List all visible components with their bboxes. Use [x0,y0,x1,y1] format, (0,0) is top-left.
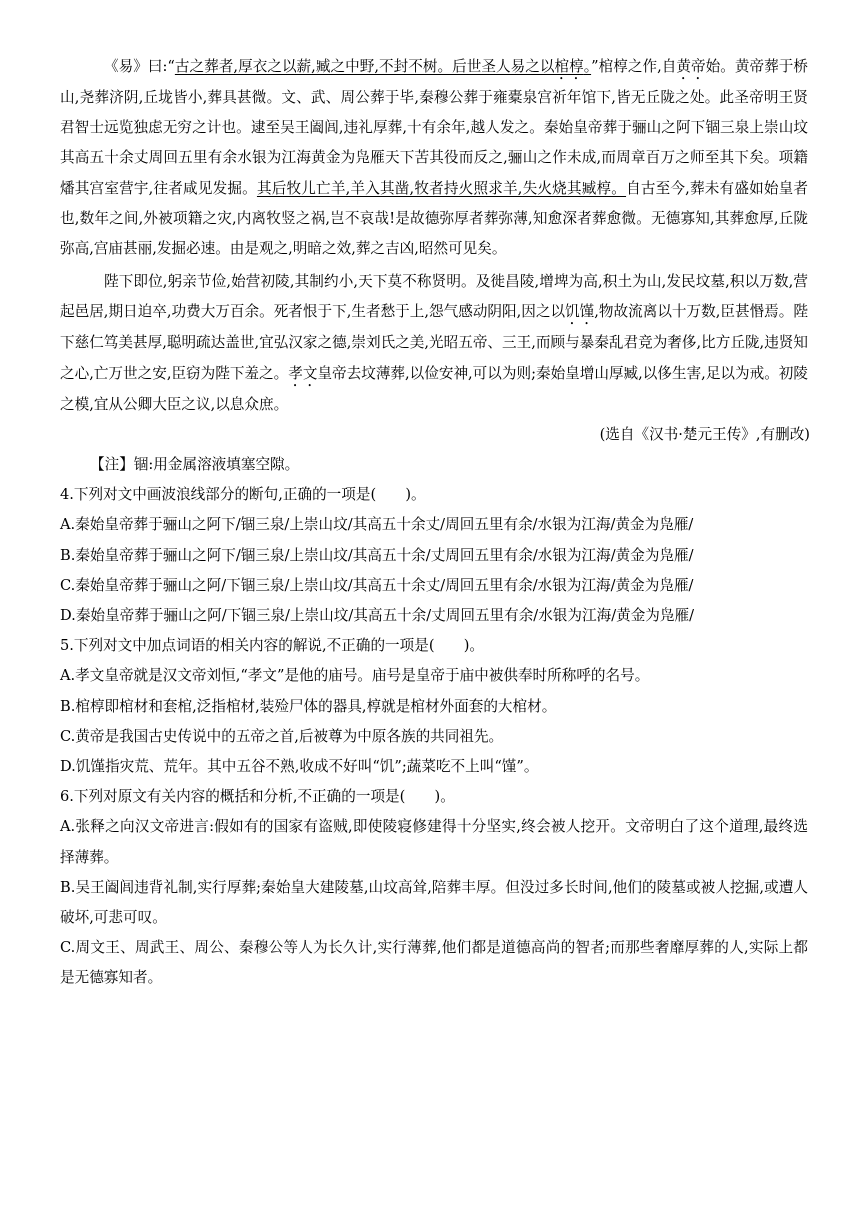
underlined-sentence-end: 。 [583,58,592,75]
option-a[interactable]: A.秦始皇帝葬于骊山之阿下/锢三泉/上崇山坟/其高五十余丈/周回五里有余/水银为江海/黄金为凫雁/ [60,516,694,534]
option-b[interactable]: B.吴王阖闾违背礼制,实行厚葬;秦始皇大建陵墓,山坟高耸,陪葬丰厚。但没过多长时间,他们的陵墓或被人挖掘,或遭人破坏,可悲可叹。 [60,878,808,927]
passage-text: ,物故流离以十万数,臣甚惽焉。陛下慈仁笃美甚厚,聪明疏达盖世,宜弘汉家之德,崇刘氏之美,光昭五帝、三王,而顾与暴秦乱君竞为奢侈,比方丘陇,违贤知之心,亡万世之安,臣窃为陛下羞之。 [60,303,808,382]
footnote: 【注】锢:用金属溶液填塞空隙。 [90,456,300,474]
option-b[interactable]: B.棺椁即棺材和套棺,泛指棺材,装殓尸体的器具,椁就是棺材外面套的大棺材。 [60,697,557,715]
dotted-term-huangdi: 黄帝 [676,58,706,75]
question-stem: 4.下列对文中画波浪线部分的断句,正确的一项是( )。 [60,486,426,504]
underlined-sentence: 古之葬者,厚衣之以薪,臧之中野,不封不树。后世圣人易之以 [174,58,555,75]
passage-text: 皇帝去坟薄葬,以俭安神,可以为则;秦始皇增山厚臧,以侈生害,足以为戒。初陵之模,宜从公卿大臣之议,以息众庶。 [60,364,808,413]
option-a[interactable]: A.孝文皇帝就是汉文帝刘恒,“孝文”是他的庙号。庙号是皇帝于庙中被供奉时所称呼的名号。 [60,667,650,685]
dotted-term-xiaowen: 孝文 [288,364,318,382]
option-d[interactable]: D.饥馑指灾荒、荒年。其中五谷不熟,收成不好叫“饥”;蔬菜吃不上叫“馑”。 [60,758,539,776]
question-6 [0,782,860,993]
question-stem: 5.下列对文中加点词语的相关内容的解说,不正确的一项是( )。 [60,637,484,655]
passage-paragraph-1 [0,52,860,264]
passage-text: 陛下即位,躬亲节俭,始营初陵,其制约小,天下莫不称贤明。及徙昌陵,增埤为高,积土为山,发民坟墓,积以万数,营起邑居,期日迫卒,功费大万百余。死者恨于下,生者愁于上,怨气感动阴阳,因之以 [60,273,808,321]
option-c[interactable]: C.周文王、周武王、周公、秦穆公等人为长久计,实行薄葬,他们都是道德高尚的智者;而那些奢靡厚葬的人,实际上都是无德寡知者。 [60,939,808,987]
document-page [0,52,860,994]
passage-text: 《易》曰:“ [104,58,175,75]
option-b[interactable]: B.秦始皇帝葬于骊山之阿下/锢三泉/上崇山坟/其高五十余/丈周回五里有余/水银为江海/黄金为凫雁/ [60,546,694,564]
question-5 [0,631,860,782]
passage-paragraph-2 [0,267,860,420]
underlined-sentence-2: 其后牧儿亡羊,羊入其凿,牧者持火照求羊,失火烧其臧椁。 [256,179,627,197]
option-d[interactable]: D.秦始皇帝葬于骊山之阿/下锢三泉/上崇山坟/其高五十余/丈周回五里有余/水银为江海/黄金为凫雁/ [60,607,694,625]
passage-text: 始。黄帝葬于桥山,尧葬济阴,丘垅皆小,葬具甚微。文、武、周公葬于毕,秦穆公葬于雍橐泉宫祈年馆下,皆无丘陇之处。此圣帝明王贤君智士远览独虑无穷之计也。逮至吴王阖闾,违礼厚葬,十有余年,越人发之。秦始皇帝葬于骊山之阿下锢三泉上崇山坟其高五十余丈周回五里有余水银为江海黄金为凫雁天下苦其役而反之,骊山之作未成,而周章百万之师至其下矣。项籍燔其宫室营宇,往者咸见发掘。 [60,58,808,197]
question-stem: 6.下列对原文有关内容的概括和分析,不正确的一项是( )。 [60,788,455,806]
option-a[interactable]: A.张释之向汉文帝进言:假如有的国家有盗贼,即使陵寝修建得十分坚实,终会被人挖开。文帝明白了这个道理,最终选择薄葬。 [60,818,808,866]
dotted-term-jijin: 饥馑 [565,303,595,321]
question-4 [0,480,860,631]
option-c[interactable]: C.秦始皇帝葬于骊山之阿/下锢三泉/上崇山坟/其高五十余丈/周回五里有余/水银为江海/黄金为凫雁/ [60,576,694,594]
passage-text: 自古至今,葬未有盛如始皇者也,数年之间,外被项籍之灾,内离牧竖之祸,岂不哀哉!是故德弥厚者葬弥薄,知愈深者葬愈微。无德寡知,其葬愈厚,丘陇弥高,宫庙甚丽,发掘必速。由是观之,明暗之效,葬之吉凶,昭然可见矣。 [60,179,809,258]
option-c[interactable]: C.黄帝是我国古史传说中的五帝之首,后被尊为中原各族的共同祖先。 [60,727,504,745]
dotted-term-guanguo: 棺椁 [554,58,584,75]
passage-text: ”棺椁之作,自 [591,58,677,75]
source-citation: (选自《汉书·楚元王传》,有删改) [599,425,810,443]
